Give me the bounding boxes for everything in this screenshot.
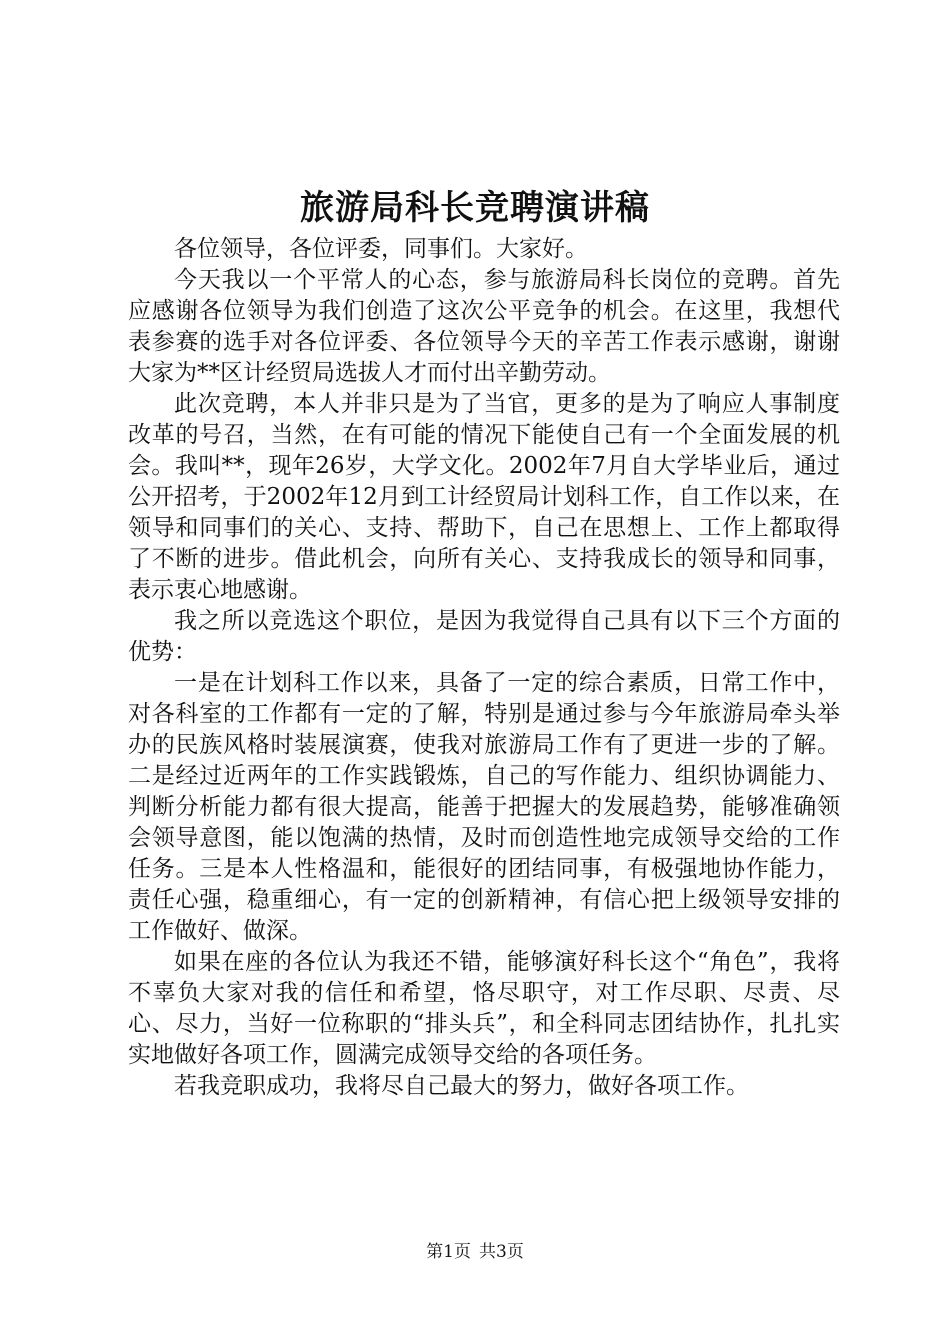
page-total: 共3页 xyxy=(479,1242,524,1262)
paragraph-thanks: 今天我以一个平常人的心态，参与旅游局科长岗位的竞聘。首先应感谢各位领导为我们创造了这次公平竞争的机会。在这里，我想代表参赛的选手对各位评委、各位领导今天的辛苦工作表示感谢，谢谢大家为**区计经贸局选拔人才而付出辛勤劳动。 xyxy=(128,267,840,386)
paragraph-advantages-lead: 我之所以竞选这个职位，是因为我觉得自己具有以下三个方面的优势： xyxy=(128,608,840,665)
paragraph-introduction: 此次竞聘，本人并非只是为了当官，更多的是为了响应人事制度改革的号召，当然，在有可能的情况下能使自己有一个全面发展的机会。我叫**，现年26岁，大学文化。2002年7月自大学毕业后，通过公开招考，于2002年12月到工计经贸局计划科工作，自工作以来，在领导和同事们的关心、支持、帮助下，自己在思想上、工作上都取得了不断的进步。借此机会，向所有关心、支持我成长的领导和同事，表示衷心地感谢。 xyxy=(128,391,840,603)
document-title: 旅游局科长竞聘演讲稿 xyxy=(300,188,650,228)
paragraph-closing: 若我竞职成功，我将尽自己最大的努力，做好各项工作。 xyxy=(174,1073,749,1099)
document-body xyxy=(128,234,840,1102)
paragraph-advantages: 一是在计划科工作以来，具备了一定的综合素质，日常工作中，对各科室的工作都有一定的了解，特别是通过参与今年旅游局牵头举办的民族风格时装展演赛，使我对旅游局工作有了更进一步的了解。二是经过近两年的工作实践锻炼，自己的写作能力、组织协调能力、判断分析能力都有很大提高，能善于把握大的发展趋势，能够准确领会领导意图，能以饱满的热情，及时而创造性地完成领导交给的工作任务。三是本人性格温和，能很好的团结同事，有极强地协作能力，责任心强，稳重细心，有一定的创新精神，有信心把上级领导安排的工作做好、做深。 xyxy=(128,670,840,944)
page-number: 第1页 xyxy=(426,1242,471,1262)
page-footer xyxy=(0,1240,950,1264)
paragraph-commitment: 如果在座的各位认为我还不错，能够演好科长这个“角色”，我将不辜负大家对我的信任和希望，恪尽职守，对工作尽职、尽责、尽心、尽力，当好一位称职的“排头兵”，和全科同志团结协作，扎扎实实地做好各项工作，圆满完成领导交给的各项任务。 xyxy=(128,949,840,1068)
paragraph-greeting: 各位领导，各位评委，同事们。大家好。 xyxy=(174,236,588,262)
